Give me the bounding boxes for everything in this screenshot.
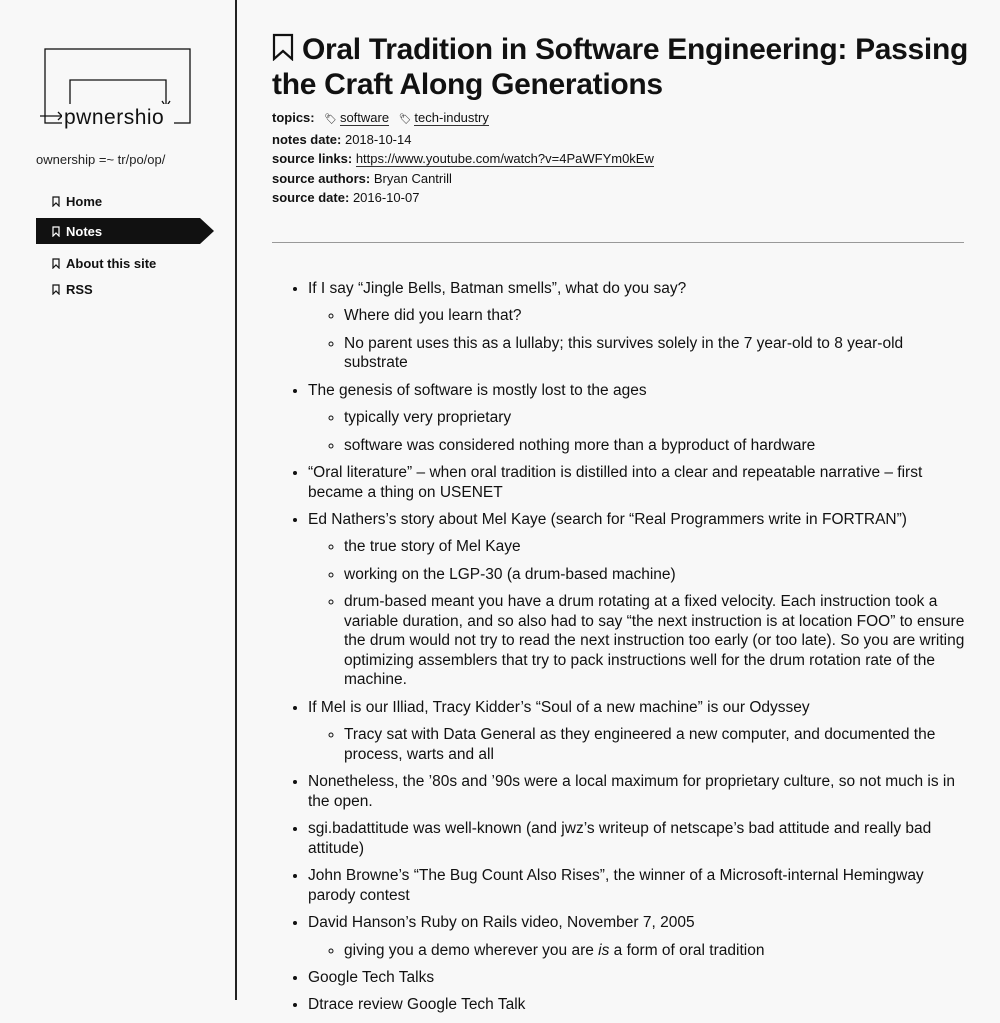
meta-source-date bbox=[272, 188, 968, 208]
notes-date-label: notes date: bbox=[272, 131, 342, 147]
bookmark-icon bbox=[52, 196, 60, 207]
sub-list-item-text: a form of oral tradition bbox=[609, 941, 765, 959]
section-divider bbox=[272, 242, 964, 243]
source-link[interactable]: https://www.youtube.com/watch?v=4PaWFYm0kEw bbox=[355, 151, 654, 167]
list-item: • Nonetheless, the ’80s and ’90s were a local maximum for proprietary culture, so not much is in the open. bbox=[308, 772, 968, 811]
sidebar bbox=[0, 0, 236, 1000]
nav-item-rss[interactable] bbox=[36, 276, 236, 302]
article-meta bbox=[272, 108, 968, 208]
list-item-text: The genesis of software is mostly lost to the ages bbox=[308, 381, 647, 399]
sub-list-item: ◦ typically very proprietary bbox=[344, 408, 968, 428]
list-item: • Dtrace review Google Tech Talk bbox=[308, 995, 968, 1015]
sub-list-item: ◦ Tracy sat with Data General as they engineered a new computer, and documented the process, warts and all bbox=[344, 725, 968, 764]
sub-list-item: ◦ the true story of Mel Kaye bbox=[344, 537, 968, 557]
notes-date-value: 2018-10-14 bbox=[344, 131, 412, 147]
notes-list bbox=[272, 279, 968, 1015]
sub-list-item-text: giving you a demo wherever you are bbox=[344, 941, 599, 959]
list-item bbox=[308, 510, 968, 690]
sidebar-divider bbox=[235, 0, 237, 1000]
bookmark-icon bbox=[52, 284, 60, 295]
list-item-text: David Hanson’s Ruby on Rails video, November 7, 2005 bbox=[308, 914, 695, 932]
nav-item-label: About this site bbox=[66, 255, 157, 271]
meta-notes-date bbox=[272, 130, 968, 150]
tag-icon: 🏷︎ bbox=[324, 114, 337, 125]
sub-list bbox=[308, 537, 968, 690]
meta-topics bbox=[272, 108, 968, 130]
tag-icon: 🏷︎ bbox=[398, 114, 412, 125]
nav-item-about[interactable] bbox=[36, 250, 236, 276]
nav-item-notes[interactable] bbox=[36, 218, 200, 244]
source-date-label: source date: bbox=[272, 190, 350, 206]
topic-tag[interactable] bbox=[399, 110, 489, 125]
list-item: • sgi.badattitude was well-known (and jwz’s writeup of netscape’s bad attitude and really bad attitude) bbox=[308, 819, 968, 858]
sub-list bbox=[308, 725, 968, 764]
nav-item-label: RSS bbox=[66, 281, 93, 297]
topics-label: topics: bbox=[272, 110, 315, 125]
list-item-text: Ed Nathers’s story about Mel Kaye (search for “Real Programmers write in FORTRAN”) bbox=[308, 510, 907, 528]
emphasis: is bbox=[598, 941, 610, 959]
list-item-text: If I say “Jingle Bells, Batman smells”, what do you say? bbox=[308, 279, 687, 297]
sub-list-item: ◦ drum-based meant you have a drum rotating at a fixed velocity. Each instruction took a variable duration, and so also had to say “the next instruction is at location FOO” to ensure the drum would not try to read the next instruction too early (or too late). So you are writing optimizing assemblers that try to pack instructions well for the drum rotation rate of the machine. bbox=[344, 592, 968, 690]
bookmark-icon bbox=[52, 258, 60, 269]
page-title-text: Oral Tradition in Software Engineering: Passing the Craft Along Generations bbox=[272, 33, 969, 101]
list-item bbox=[308, 913, 968, 960]
sub-list-item: ◦ software was considered nothing more than a byproduct of hardware bbox=[344, 436, 968, 456]
list-item bbox=[308, 698, 968, 765]
bookmark-icon bbox=[52, 226, 60, 237]
source-links-label: source links: bbox=[272, 151, 353, 167]
article bbox=[272, 32, 968, 1023]
sub-list bbox=[308, 941, 968, 961]
sidebar-nav bbox=[36, 188, 236, 302]
sub-list-item: ◦ No parent uses this as a lullaby; this survives solely in the 7 year-old to 8 year-old substrate bbox=[344, 334, 968, 373]
nav-item-label: Notes bbox=[66, 223, 103, 239]
list-item-text: If Mel is our Illiad, Tracy Kidder’s “Soul of a new machine” is our Odyssey bbox=[308, 698, 810, 716]
logo-text: pwnershio bbox=[64, 106, 165, 129]
nav-item-home[interactable] bbox=[36, 188, 236, 214]
meta-source-authors bbox=[272, 169, 968, 189]
topic-tag-label: software bbox=[339, 110, 390, 125]
site-tagline: ownership =~ tr/po/op/ bbox=[36, 152, 166, 167]
list-item bbox=[308, 381, 968, 455]
list-item: • Google Tech Talks bbox=[308, 968, 968, 988]
nav-item-label: Home bbox=[66, 193, 103, 209]
sub-list-item bbox=[344, 941, 968, 961]
source-date-value: 2016-10-07 bbox=[352, 190, 420, 206]
source-authors-value: Bryan Cantrill bbox=[373, 170, 452, 186]
site-logo[interactable] bbox=[40, 46, 196, 130]
list-item bbox=[308, 279, 968, 373]
sub-list bbox=[308, 306, 968, 373]
sub-list bbox=[308, 408, 968, 455]
sub-list-item: ◦ working on the LGP-30 (a drum-based machine) bbox=[344, 565, 968, 585]
topic-tag-label: tech-industry bbox=[414, 110, 489, 125]
source-authors-label: source authors: bbox=[272, 170, 371, 186]
page-title bbox=[272, 32, 968, 102]
meta-source-links bbox=[272, 149, 968, 169]
sub-list-item: ◦ Where did you learn that? bbox=[344, 306, 968, 326]
topic-tag[interactable] bbox=[324, 110, 389, 125]
list-item: • “Oral literature” – when oral tradition is distilled into a clear and repeatable narrative – first became a thing on USENET bbox=[308, 463, 968, 502]
bookmark-icon bbox=[272, 33, 294, 61]
list-item: • John Browne’s “The Bug Count Also Rises”, the winner of a Microsoft-internal Hemingway parody contest bbox=[308, 866, 968, 905]
